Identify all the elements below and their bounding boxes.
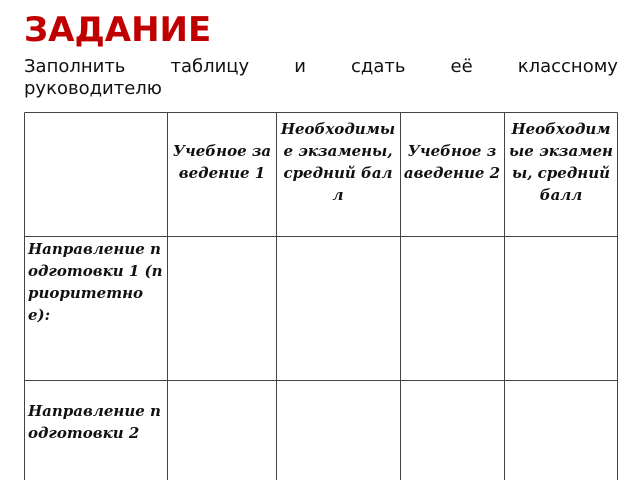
instruction-word: классному xyxy=(517,56,618,77)
row-label-direction-2: Направление подготовки 2 xyxy=(28,402,161,442)
instruction-word: сдать xyxy=(351,56,406,77)
col-header-institution-1: Учебное заведение 1 xyxy=(172,142,272,182)
instruction-line-2: руководителю xyxy=(24,78,162,99)
instruction-word: её xyxy=(450,56,473,77)
col-header-exams-2: Необходимые экзамены, средний балл xyxy=(509,120,613,204)
col-header-exams-1: Необходимые экзамены, средний балл xyxy=(280,120,396,204)
instruction-word: таблицу xyxy=(170,56,250,77)
instruction-word: Заполнить xyxy=(24,56,126,77)
row-label-direction-1: Направление подготовки 1 (приоритетное): xyxy=(28,240,163,324)
col-header-institution-2: Учебное заведение 2 xyxy=(403,142,501,182)
page-title: ЗАДАНИЕ xyxy=(24,10,212,50)
instruction-word: и xyxy=(294,56,306,77)
